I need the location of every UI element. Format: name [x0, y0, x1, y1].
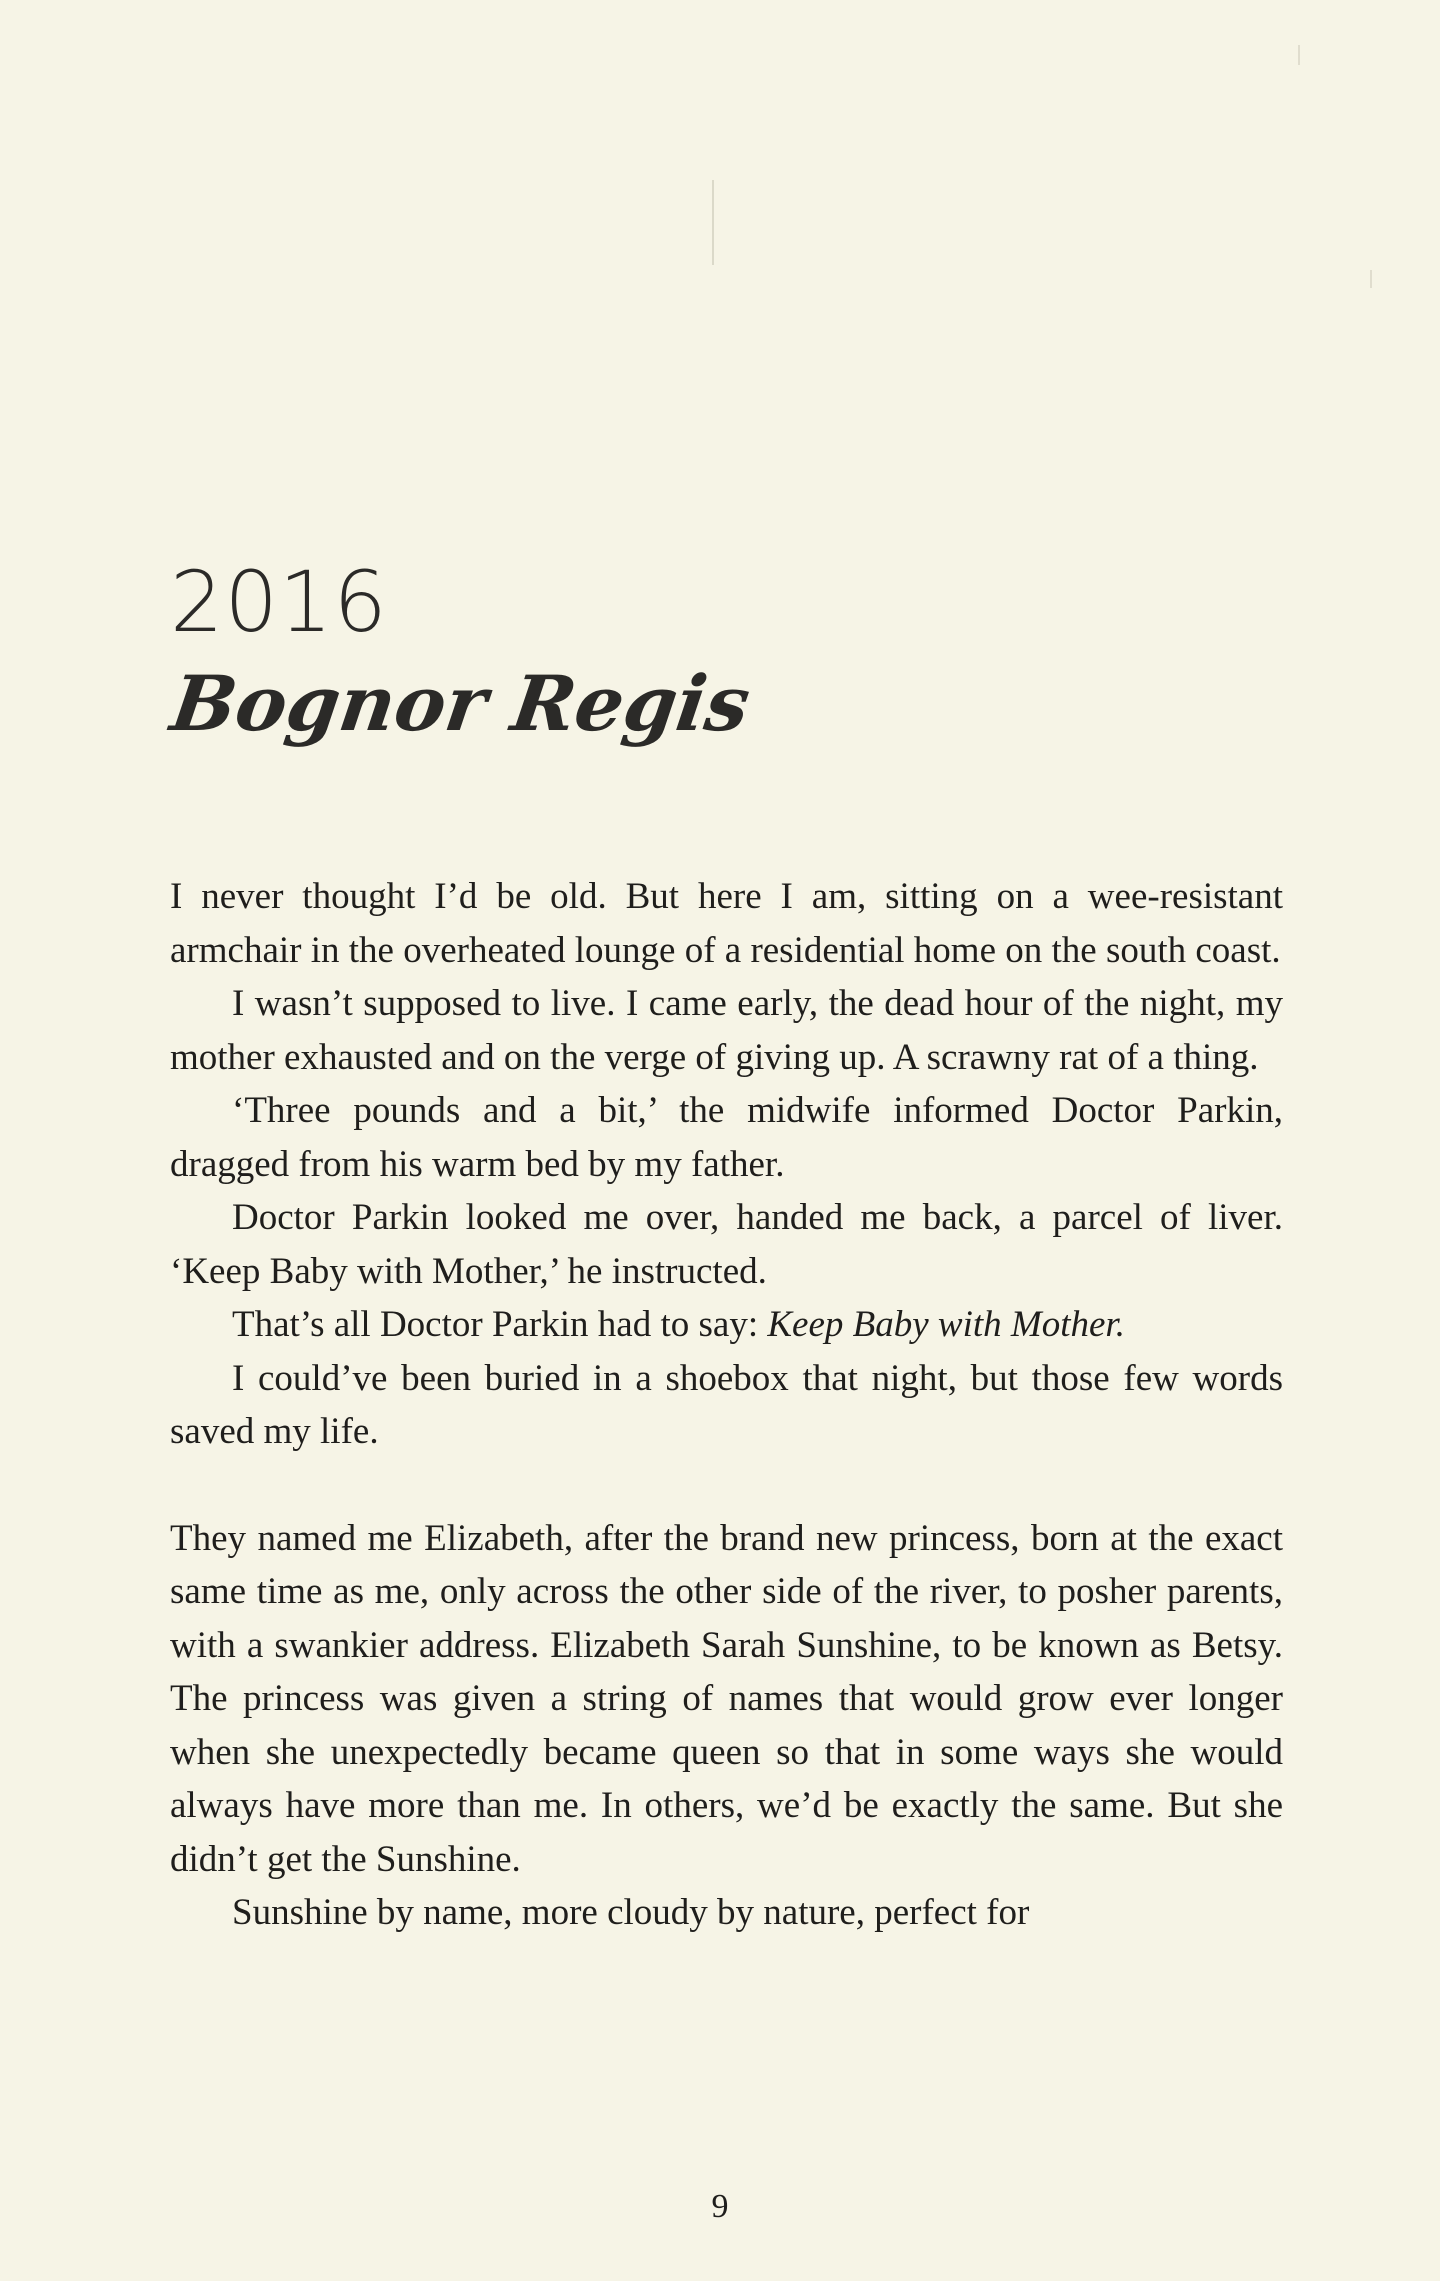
paragraph-5-italic: Keep Baby with Mother. [767, 1304, 1125, 1345]
paragraph-3: ‘Three pounds and a bit,’ the midwife informed Doctor Parkin, dragged from his warm bed by my father. [170, 1090, 1283, 1185]
paragraph-2: I wasn’t supposed to live. I came early, the dead hour of the night, my mother exhausted and on the verge of giving up. A scrawny rat of a thing. [170, 983, 1283, 1078]
paper-mark [712, 180, 714, 265]
paper-mark [1370, 270, 1372, 288]
chapter-place: Bognor Regis [165, 659, 756, 748]
paragraph-6: I could’ve been buried in a shoebox that night, but those few words saved my life. [170, 1357, 1283, 1452]
paragraph-5 [170, 1298, 1283, 1352]
paper-mark [1298, 45, 1300, 65]
paragraph-7: They named me Elizabeth, after the brand new princess, born at the exact same time as me, only across the other side of the river, to posher parents, with a swankier address. Elizabeth Sarah Sunshine, to be known as Betsy. The princess was given a string of names that would grow ever longer when she unexpectedly became queen so that in some ways she would always have more than me. In others, we’d be exactly the same. But she didn’t get the Sunshine. [170, 1517, 1283, 1880]
paragraph-1: I never thought I’d be old. But here I am, sitting on a wee-resistant armchair in the overheated lounge of a residential home on the south coast. [170, 876, 1283, 971]
body-text [170, 870, 1283, 1940]
chapter-year: 2016 [170, 553, 388, 651]
paragraph-8: Sunshine by name, more cloudy by nature, perfect for [232, 1892, 1030, 1933]
paragraph-4: Doctor Parkin looked me over, handed me back, a parcel of liver. ‘Keep Baby with Mother,’ he instructed. [170, 1197, 1283, 1292]
page-number: 9 [711, 2188, 729, 2225]
paragraph-5-text: That’s all Doctor Parkin had to say: [232, 1304, 768, 1345]
